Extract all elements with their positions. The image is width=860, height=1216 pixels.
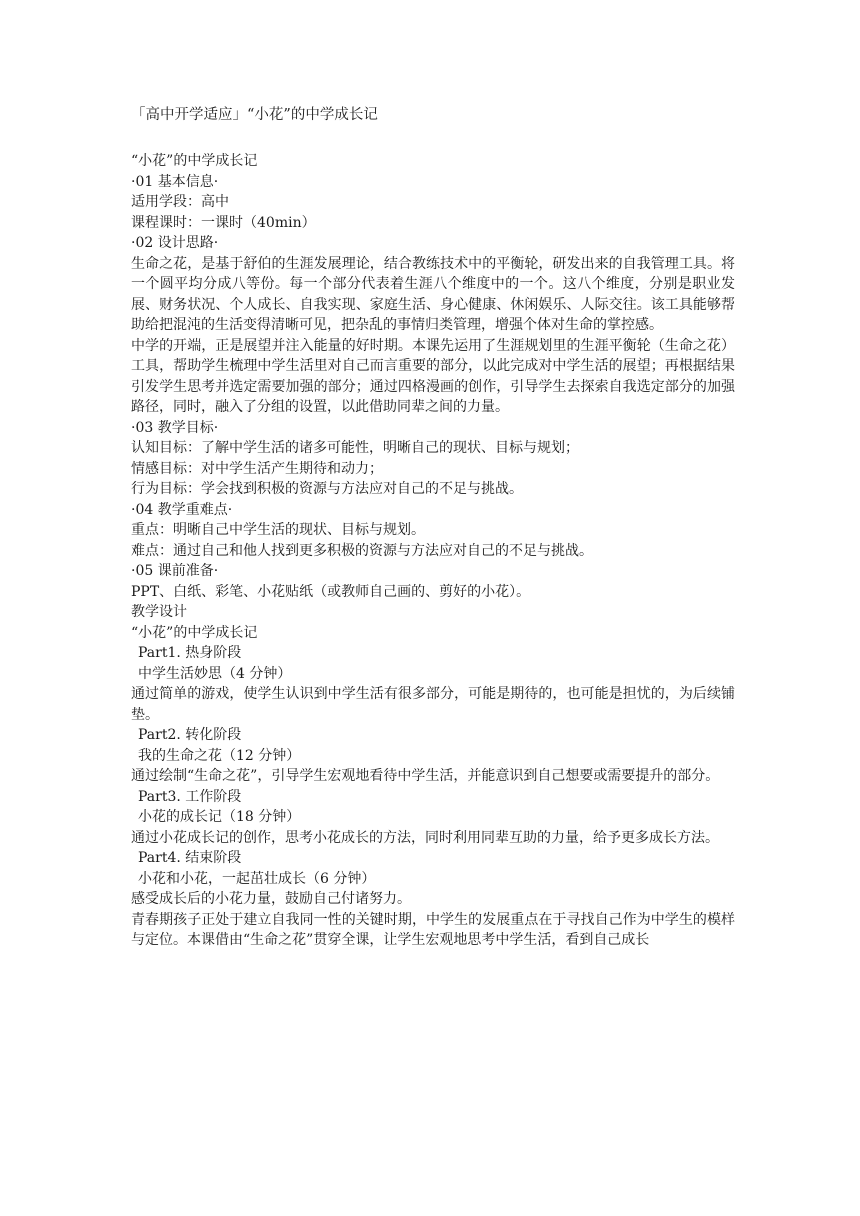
part-1-activity: 中学生活妙思（4 分钟） [138, 665, 292, 682]
closing-paragraph: 青春期孩子正处于建立自我同一性的关键时期，中学生的发展重点在于寻找自己作为中学生的模样与定位。本课借由“生命之花”贯穿全课，让学生宏观地思考中学生活，看到自己成长 [131, 911, 735, 948]
part-1-heading: Part1. 热身阶段 [138, 645, 242, 661]
difficult-point: 难点：通过自己和他人找到更多积极的资源与方法应对自己的不足与挑战。 [131, 542, 593, 559]
document-subtitle: “小花”的中学成长记 [131, 153, 258, 169]
part-3-heading: Part3. 工作阶段 [138, 788, 242, 805]
part-4-activity: 小花和小花，一起茁壮成长（6 分钟） [138, 870, 376, 887]
key-point: 重点：明晰自己中学生活的现状、目标与规划。 [131, 522, 425, 538]
grade-info: 适用学段：高中 [131, 194, 229, 210]
section-05-heading: ·05 课前准备· [131, 563, 219, 579]
document-title: 「高中开学适应」“小花”的中学成长记 [131, 107, 378, 123]
section-03-heading: ·03 教学目标· [131, 419, 219, 436]
part-4-description: 感受成长后的小花力量，鼓励自己付诸努力。 [131, 891, 411, 907]
document-body [131, 151, 735, 951]
part-2-description: 通过绘制“生命之花”，引导学生宏观地看待中学生活，并能意识到自己想要或需要提升的部分。 [131, 768, 720, 784]
design-paragraph-2: 中学的开端，正是展望并注入能量的好时期。本课先运用了生涯规划里的生涯平衡轮（生命之花）工具，帮助学生梳理中学生活里对自己而言重要的部分，以此完成对中学生活的展望；再根据结果引发学生思考并选定需要加强的部分；通过四格漫画的创作，引导学生去探索自我选定部分的加强路径，同时，融入了分组的设置，以此借助同辈之间的力量。 [131, 337, 735, 415]
materials-list: PPT、白纸、彩笔、小花贴纸（或教师自己画的、剪好的小花）。 [131, 583, 531, 600]
section-04-heading: ·04 教学重难点· [131, 501, 233, 518]
teaching-design-subtitle: “小花”的中学成长记 [131, 624, 258, 641]
part-3-activity: 小花的成长记（18 分钟） [138, 809, 301, 825]
emotional-goal: 情感目标：对中学生活产生期待和动力； [131, 460, 383, 477]
teaching-design-heading: 教学设计 [131, 604, 187, 620]
section-02-heading: ·02 设计思路· [131, 235, 219, 251]
part-3-description: 通过小花成长记的创作，思考小花成长的方法，同时利用同辈互助的力量，给予更多成长方法。 [131, 829, 719, 846]
part-4-heading: Part4. 结束阶段 [138, 850, 242, 866]
design-paragraph-1: 生命之花，是基于舒伯的生涯发展理论，结合教练技术中的平衡轮，研发出来的自我管理工具。将一个圆平均分成八等份。每一个部分代表着生涯八个维度中的一个。这八个维度，分别是职业发展、财务状况、个人成长、自我实现、家庭生活、身心健康、休闲娱乐、人际交往。该工具能够帮助给把混沌的生活变得清晰可见，把杂乱的事情归类管理，增强个体对生命的掌控感。 [131, 255, 735, 333]
behavioral-goal: 行为目标：学会找到积极的资源与方法应对自己的不足与挑战。 [131, 481, 523, 497]
part-2-activity: 我的生命之花（12 分钟） [138, 747, 301, 764]
part-2-heading: Part2. 转化阶段 [138, 727, 242, 743]
part-1-description: 通过简单的游戏，使学生认识到中学生活有很多部分，可能是期待的，也可能是担忧的，为后续铺垫。 [131, 686, 735, 723]
duration-info: 课程课时：一课时（40min） [131, 214, 316, 231]
cognitive-goal: 认知目标：了解中学生活的诸多可能性，明晰自己的现状、目标与规划； [131, 440, 579, 456]
section-01-heading: ·01 基本信息· [131, 173, 219, 190]
